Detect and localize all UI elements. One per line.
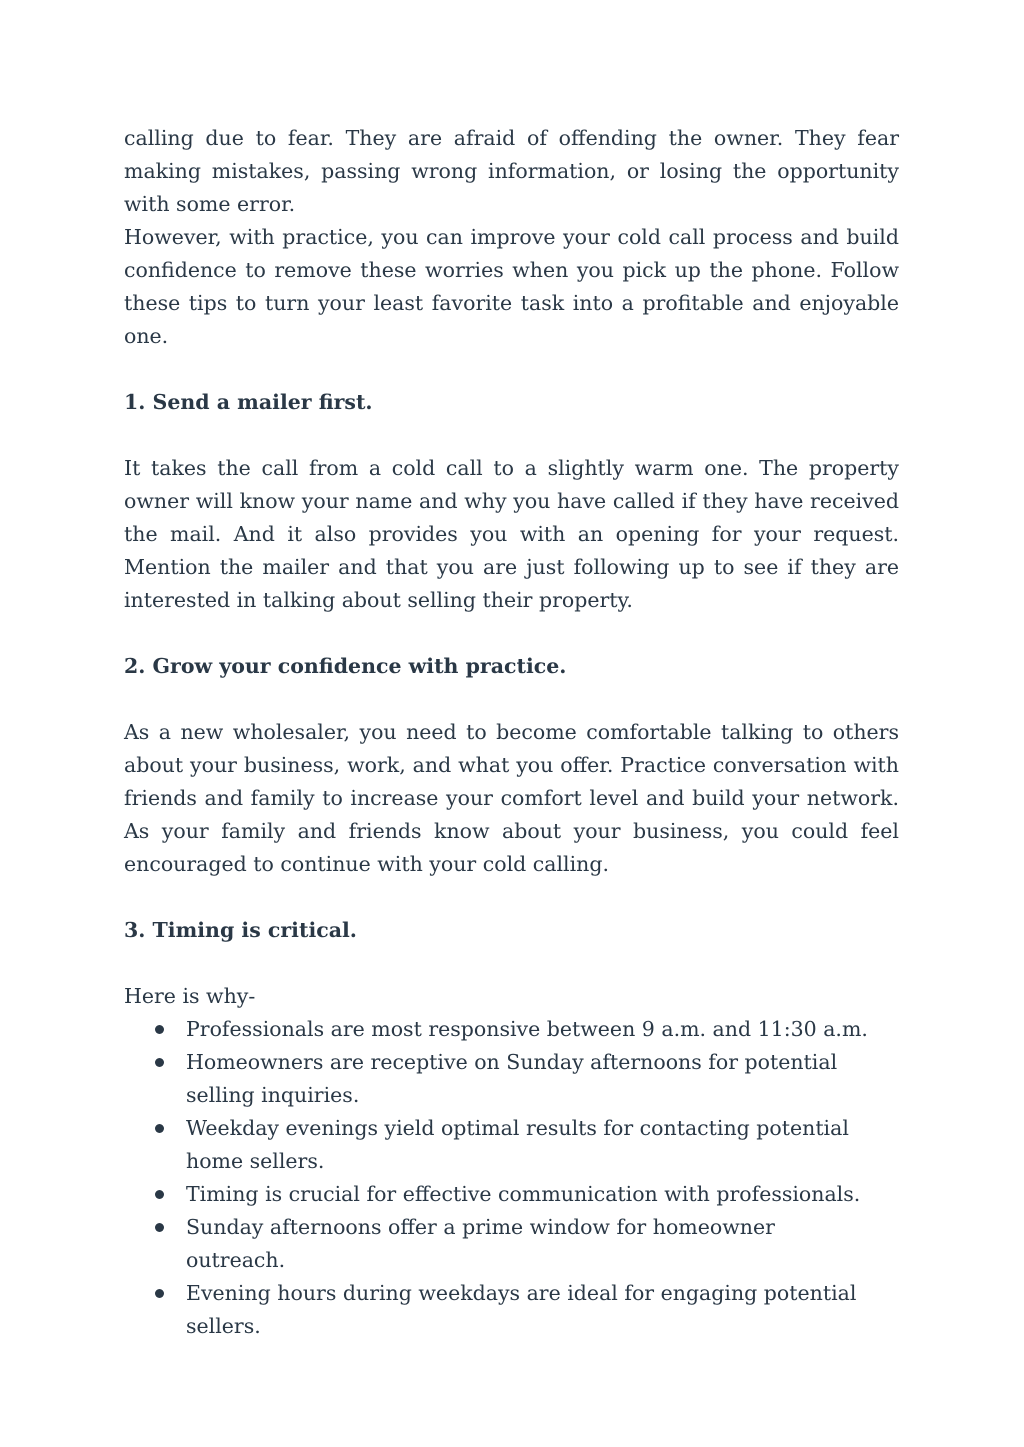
list-item-text: Homeowners are receptive on Sunday afternoons for potential selling inquiries.	[186, 1050, 838, 1107]
list-item-text: Sunday afternoons offer a prime window for homeowner outreach.	[186, 1215, 775, 1272]
section-1-body: It takes the call from a cold call to a slightly warm one. The property owner will know your name and why you have called if they have received the mail. And it also provides you with an opening for your request. Mention the mailer and that you are just following up to see if they are interested in talking about selling their property.	[124, 456, 899, 612]
section-1-heading: 1. Send a mailer first.	[124, 390, 373, 414]
bullet-icon	[155, 1289, 164, 1298]
list-item-text: Professionals are most responsive between 9 a.m. and 11:30 a.m.	[186, 1017, 868, 1041]
list-item	[124, 1277, 899, 1343]
document-page	[124, 122, 899, 1343]
list-item	[124, 1112, 899, 1178]
bullet-icon	[155, 1223, 164, 1232]
list-item	[124, 1178, 899, 1211]
list-item	[124, 1046, 899, 1112]
timing-bullet-list	[124, 1013, 899, 1343]
list-item-text: Weekday evenings yield optimal results for contacting potential home sellers.	[186, 1116, 849, 1173]
intro-paragraph-1: calling due to fear. They are afraid of offending the owner. They fear making mistakes, passing wrong information, or losing the opportunity with some error.	[124, 126, 899, 216]
spacer	[124, 881, 899, 914]
intro-paragraph-2: However, with practice, you can improve your cold call process and build confidence to remove these worries when you pick up the phone. Follow these tips to turn your least favorite task into a profitable and enjoyable one.	[124, 225, 899, 348]
spacer	[124, 617, 899, 650]
list-item-text: Evening hours during weekdays are ideal for engaging potential sellers.	[186, 1281, 857, 1338]
section-3-heading: 3. Timing is critical.	[124, 918, 357, 942]
bullet-icon	[155, 1058, 164, 1067]
list-item-text: Timing is crucial for effective communication with professionals.	[186, 1182, 861, 1206]
bullet-icon	[155, 1025, 164, 1034]
section-2-heading: 2. Grow your confidence with practice.	[124, 654, 567, 678]
spacer	[124, 353, 899, 386]
list-item	[124, 1013, 899, 1046]
bullet-icon	[155, 1124, 164, 1133]
section-2-body: As a new wholesaler, you need to become comfortable talking to others about your business, work, and what you offer. Practice conversation with friends and family to increase your comfort level and build your network. As your family and friends know about your business, you could feel encouraged to continue with your cold calling.	[124, 720, 899, 876]
spacer	[124, 683, 899, 716]
bullet-icon	[155, 1190, 164, 1199]
list-item	[124, 1211, 899, 1277]
spacer	[124, 947, 899, 980]
spacer	[124, 419, 899, 452]
section-3-lead: Here is why-	[124, 984, 256, 1008]
